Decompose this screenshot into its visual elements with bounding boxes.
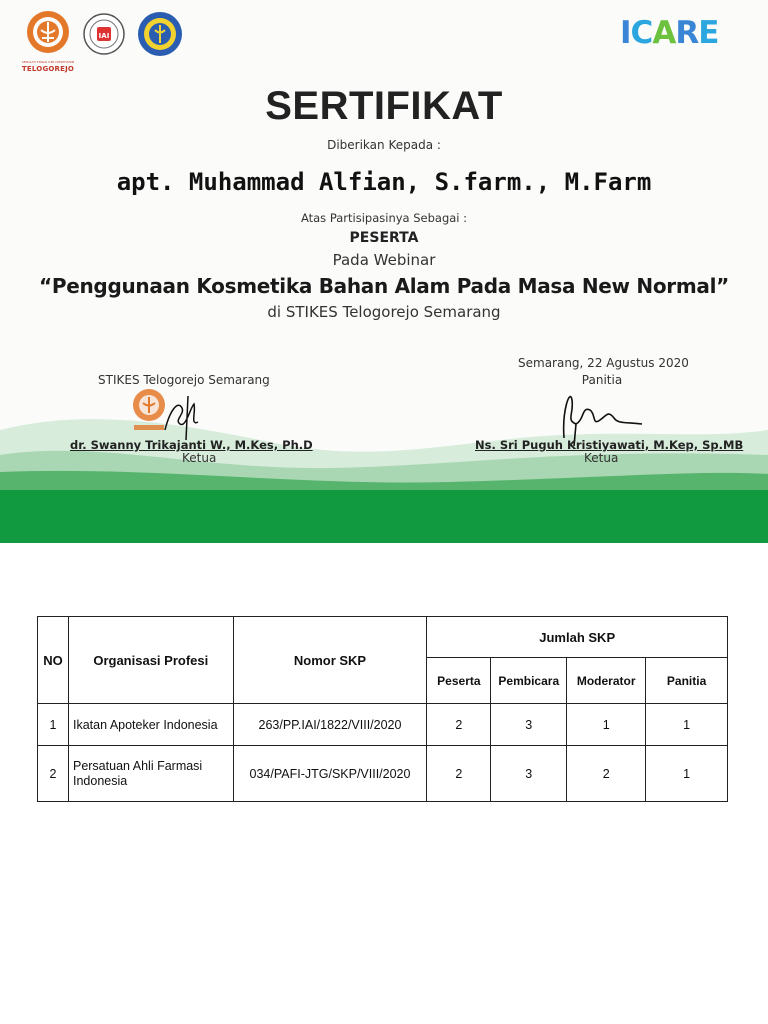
table-row	[38, 746, 728, 802]
certificate-title: SERTIFIKAT	[265, 84, 503, 128]
cell-skp-number: 263/PP.IAI/1822/VIII/2020	[233, 704, 427, 746]
header-skp-total: Jumlah SKP	[427, 617, 728, 658]
cell-no: 2	[38, 746, 69, 802]
skp-table	[37, 616, 728, 802]
header-organization: Organisasi Profesi	[68, 617, 233, 704]
webinar-venue: di STIKES Telogorejo Semarang	[267, 303, 501, 321]
telogorejo-logo-small-text: SEKOLAH TINGGI ILMU KESEHATAN	[21, 60, 75, 64]
telogorejo-logo-text	[20, 61, 76, 73]
place-date: Semarang, 22 Agustus 2020	[518, 356, 689, 370]
icare-letter: I	[620, 15, 631, 51]
cell-panitia: 1	[646, 704, 728, 746]
right-signatory-position: Ketua	[584, 451, 619, 465]
signature-left-icon	[160, 390, 204, 442]
icare-letter: A	[652, 15, 676, 51]
logo-group	[24, 8, 184, 60]
telogorejo-logo-icon	[24, 8, 72, 60]
cell-organization: Persatuan Ahli Farmasi Indonesia	[68, 746, 233, 802]
recipient-name: apt. Muhammad Alfian, S.farm., M.Farm	[116, 168, 652, 196]
cell-no: 1	[38, 704, 69, 746]
cell-moderator: 2	[567, 746, 646, 802]
left-signatory-org: STIKES Telogorejo Semarang	[98, 373, 270, 387]
cell-peserta: 2	[427, 746, 491, 802]
cell-organization: Ikatan Apoteker Indonesia	[68, 704, 233, 746]
header-pembicara: Pembicara	[491, 658, 567, 704]
icare-letter: C	[630, 15, 653, 51]
participant-role: PESERTA	[349, 230, 419, 246]
header-panitia: Panitia	[646, 658, 728, 704]
telogorejo-logo-big-text: TELOGOREJO	[21, 64, 75, 73]
header-peserta: Peserta	[427, 658, 491, 704]
iai-logo-label: IAI	[98, 32, 110, 40]
pafi-logo-icon	[136, 10, 184, 58]
cell-skp-number: 034/PAFI-JTG/SKP/VIII/2020	[233, 746, 427, 802]
cell-peserta: 2	[427, 704, 491, 746]
icare-letter: E	[698, 15, 719, 51]
right-signatory-name: Ns. Sri Puguh Kristiyawati, M.Kep, Sp.MB	[475, 438, 744, 452]
cell-pembicara: 3	[491, 704, 567, 746]
cell-pembicara: 3	[491, 746, 567, 802]
left-signatory-position: Ketua	[182, 451, 217, 465]
iai-logo-icon	[82, 12, 126, 56]
cell-panitia: 1	[646, 746, 728, 802]
webinar-topic: “Penggunaan Kosmetika Bahan Alam Pada Masa New Normal”	[39, 274, 729, 298]
participation-label: Atas Partisipasinya Sebagai :	[300, 211, 468, 225]
event-label: Pada Webinar	[332, 251, 436, 269]
cell-moderator: 1	[567, 704, 646, 746]
given-label: Diberikan Kepada :	[327, 138, 441, 152]
icare-letter: R	[675, 15, 699, 51]
table-header-row	[38, 617, 728, 658]
icare-logo	[620, 15, 719, 51]
left-signatory-name: dr. Swanny Trikajanti W., M.Kes, Ph.D	[70, 438, 313, 452]
header-no: NO	[38, 617, 69, 704]
header-skp-number: Nomor SKP	[233, 617, 427, 704]
right-signatory-org: Panitia	[581, 373, 623, 387]
header-moderator: Moderator	[567, 658, 646, 704]
table-row	[38, 704, 728, 746]
